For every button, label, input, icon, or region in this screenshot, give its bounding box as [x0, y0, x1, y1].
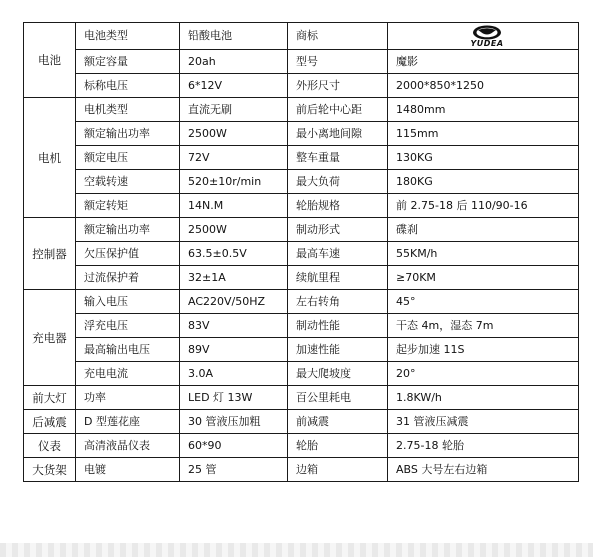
table-row [24, 146, 579, 170]
table-row [24, 338, 579, 362]
group-label: 大货架 [24, 458, 76, 482]
spec-value: 32±1A [180, 266, 288, 290]
spec-label: 高清液晶仪表 [76, 434, 180, 458]
table-row [24, 410, 579, 434]
brand-logo-icon [472, 25, 502, 40]
spec-label: 最大负荷 [288, 170, 388, 194]
spec-label: 制动形式 [288, 218, 388, 242]
spec-label: D 型莲花座 [76, 410, 180, 434]
spec-value: 2.75-18 轮胎 [388, 434, 579, 458]
spec-value: 115mm [388, 122, 579, 146]
spec-value: 铅酸电池 [180, 23, 288, 50]
spec-label: 加速性能 [288, 338, 388, 362]
table-row [24, 266, 579, 290]
spec-value: 63.5±0.5V [180, 242, 288, 266]
spec-label: 前减震 [288, 410, 388, 434]
spec-label: 电机类型 [76, 98, 180, 122]
spec-value: 2000*850*1250 [388, 74, 579, 98]
spec-label: 输入电压 [76, 290, 180, 314]
spec-label: 标称电压 [76, 74, 180, 98]
spec-value: 6*12V [180, 74, 288, 98]
group-label: 后减震 [24, 410, 76, 434]
table-row [24, 362, 579, 386]
table-row [24, 23, 579, 50]
group-label: 充电器 [24, 290, 76, 386]
table-row [24, 74, 579, 98]
spec-label: 整车重量 [288, 146, 388, 170]
spec-label: 电镀 [76, 458, 180, 482]
spec-value: 干态 4m，湿态 7m [388, 314, 579, 338]
table-row [24, 458, 579, 482]
table-row [24, 170, 579, 194]
spec-label: 边箱 [288, 458, 388, 482]
table-row [24, 50, 579, 74]
spec-value: 前 2.75-18 后 110/90-16 [388, 194, 579, 218]
spec-value: 45° [388, 290, 579, 314]
spec-value: 1480mm [388, 98, 579, 122]
spec-label: 电池类型 [76, 23, 180, 50]
spec-value: 2500W [180, 218, 288, 242]
spec-label: 外形尺寸 [288, 74, 388, 98]
spec-label: 功率 [76, 386, 180, 410]
spec-label: 型号 [288, 50, 388, 74]
table-row [24, 314, 579, 338]
spec-label: 最高输出电压 [76, 338, 180, 362]
spec-label: 轮胎 [288, 434, 388, 458]
table-row [24, 242, 579, 266]
bottom-decor-band [0, 543, 593, 557]
spec-value: 55KM/h [388, 242, 579, 266]
spec-label: 前后轮中心距 [288, 98, 388, 122]
spec-label: 欠压保护值 [76, 242, 180, 266]
spec-value: 520±10r/min [180, 170, 288, 194]
spec-value: 180KG [388, 170, 579, 194]
spec-value: 14N.M [180, 194, 288, 218]
spec-value: ABS 大号左右边箱 [388, 458, 579, 482]
spec-value: 83V [180, 314, 288, 338]
spec-value: 起步加速 11S [388, 338, 579, 362]
spec-value: 25 管 [180, 458, 288, 482]
table-row [24, 122, 579, 146]
brand-logo-cell [388, 23, 579, 50]
spec-label: 空载转速 [76, 170, 180, 194]
spec-value: 60*90 [180, 434, 288, 458]
spec-value: 3.0A [180, 362, 288, 386]
group-label: 前大灯 [24, 386, 76, 410]
spec-value: 31 管液压减震 [388, 410, 579, 434]
spec-label: 额定容量 [76, 50, 180, 74]
brand-logo [470, 25, 503, 48]
spec-label: 额定输出功率 [76, 122, 180, 146]
spec-label: 最大爬坡度 [288, 362, 388, 386]
spec-label: 额定输出功率 [76, 218, 180, 242]
spec-label: 充电电流 [76, 362, 180, 386]
table-row [24, 386, 579, 410]
spec-value: 20ah [180, 50, 288, 74]
spec-value: 魔影 [388, 50, 579, 74]
spec-label: 百公里耗电 [288, 386, 388, 410]
spec-label: 最高车速 [288, 242, 388, 266]
table-row [24, 290, 579, 314]
spec-value: 130KG [388, 146, 579, 170]
spec-value: LED 灯 13W [180, 386, 288, 410]
spec-label: 额定转矩 [76, 194, 180, 218]
spec-value: 72V [180, 146, 288, 170]
table-row [24, 98, 579, 122]
group-label: 电池 [24, 23, 76, 98]
table-row [24, 218, 579, 242]
spec-value: 直流无刷 [180, 98, 288, 122]
spec-value: AC220V/50HZ [180, 290, 288, 314]
spec-label: 浮充电压 [76, 314, 180, 338]
spec-label: 制动性能 [288, 314, 388, 338]
spec-table [23, 22, 579, 482]
group-label: 电机 [24, 98, 76, 218]
table-row [24, 194, 579, 218]
spec-label: 商标 [288, 23, 388, 50]
table-row [24, 434, 579, 458]
spec-label: 左右转角 [288, 290, 388, 314]
group-label: 仪表 [24, 434, 76, 458]
spec-label: 续航里程 [288, 266, 388, 290]
spec-value: 30 管液压加粗 [180, 410, 288, 434]
spec-value: ≥70KM [388, 266, 579, 290]
spec-table-body [24, 23, 579, 482]
spec-label: 额定电压 [76, 146, 180, 170]
spec-value: 1.8KW/h [388, 386, 579, 410]
brand-logo-text: YUDEA [470, 38, 504, 48]
spec-value: 89V [180, 338, 288, 362]
spec-label: 过流保护着 [76, 266, 180, 290]
spec-value: 20° [388, 362, 579, 386]
spec-label: 轮胎规格 [288, 194, 388, 218]
spec-value: 2500W [180, 122, 288, 146]
spec-label: 最小离地间隙 [288, 122, 388, 146]
group-label: 控制器 [24, 218, 76, 290]
spec-value: 碟刹 [388, 218, 579, 242]
